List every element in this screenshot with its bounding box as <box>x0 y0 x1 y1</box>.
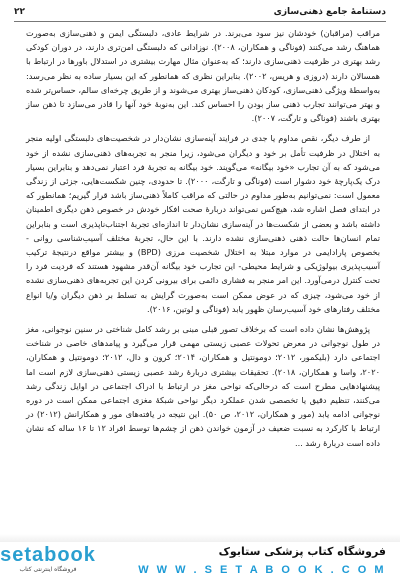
logo-wordmark: setabook <box>0 544 96 566</box>
setabook-logo <box>0 544 96 582</box>
paragraph-3: پژوهش‌ها نشان داده است که برخلاف تصور قبلی مبنی بر رشد کامل شناختی در سنین نوجوانی، مغز در طول نوجوانی در معرض تحولات عصبی زیستی مهمی قرار می‌گیرد و پیامدهای خاصی در شناخت اجتماعی دارد (بلیکمور، ۲۰۱۲؛ دومونتیل و همکاران، ۲۰۱۴؛ کرون و دال، ۲۰۱۲؛ دومونتیل و همکاران، ۲۰۲۰، واسا و همکاران، ۲۰۱۸). تحقیقات بیشتری دربارهٔ رشد عصبی زیستی ذهنی‌سازی لازم است اما پیشنهادهایی مطرح است که درحالی‌که نواحی مغز در ارتباط با ادراک اجتماعی در اوایل زندگی رشد می‌کنند، تنظیم دقیق یا تخصصی شدن عملکرد دیگر نواحی شبکهٔ مغزی اجتماعی ممکن است در دوره نوجوانی ادامه یابد (مور و همکاران، ۲۰۱۲، ص ۵۰). این نتیجه در یافته‌های مور و همکارانش (۲۰۱۲) در ارتباط با کارکرد به نسبت ضعیف در آزمون خواندن ذهن از چشم‌ها توسط افراد ۱۲ تا ۱۶ ساله که نشان داده است دربارهٔ رشد ... <box>26 324 380 448</box>
footer-fade <box>0 534 400 542</box>
running-header <box>14 4 386 20</box>
paragraph-2: از طرف دیگر، نقص مداوم یا جدی در فرایند آینه‌سازی نشان‌دار در شخصیت‌های دلبستگی اولیه منجر به اختلال در ظرفیت تأمل بر خود و دیگران می‌شود، زیرا منجر به تجربه‌های ذهنی‌سازی نشده از خود می‌شود که به آن تجارب «خود بیگانه» می‌گویند. خود بیگانه به تجربهٔ فرد اعتبار نمی‌دهد و بنابراین بسیار درک یک‌پارچهٔ خود دشوار است (فوناگی و تارگت، ۲۰۰۰). تا حدودی، چنین شکست‌هایی، جزئی از زندگی معمول است: نمی‌توانیم به‌طور مداوم در حالتی که مراقب کاملاً ذهنی‌ساز باشد قرار گیریم؛ همانطور که در ابتدای فصل اشاره شد، هیچ‌کس نمی‌تواند دربارهٔ صحت افکار خودش در خصوص ذهن دیگری اطمینان داشته باشد و بعضی از شکست‌ها در آینه‌سازی نشان‌دار تا اندازه‌ای تجربهٔ اجتناب‌ناپذیری است و بنابراین تمام انسان‌ها حالت ذهنی ذهنی‌سازی نشده دارند. با این حال، تجربهٔ مختلف آسیب‌شناسی روانی - بخصوص پارادایمی در موارد مبتلا به اختلال شخصیت مرزی (BPD) و بیشتر مواقع درنتیجهٔ ترکیب آسیب‌پذیری بیولوژیکی و شرایط محیطی- این تجارب خود بیگانه آن‌قدر مشهود هستند که فردیت فرد را تحت کنترل درمی‌آورد. این امر منجر به فشاری دائمی برای بیرونی کردن این تجربه‌های ذهنی‌سازی نشده از خود می‌شود، چیزی که در عوض ممکن است به‌صورت گرایش به تسلط بر ذهن دیگران و/یا انواع مختلف رفتارهای خود آسیب‌رسان ظهور یابد (فوناگی و لوتین، ۲۰۱۶). <box>26 133 380 314</box>
page-number: ۲۲ <box>14 7 25 17</box>
shop-url: W W W . S E T A B O O K . C O M <box>138 564 386 576</box>
paragraph-1: مراقب (مراقبان) خودشان نیز سود می‌برند. در شرایط عادی، دلبستگی ایمن و ذهنی‌سازی به‌صورت هماهنگ رشد می‌کنند (فوناگی و همکاران، ۲۰۰۸). نوزادانی که دلبستگی امن‌تری دارند، در دوران کودکی رشد بهتری در ظرفیت ذهنی‌سازی دارند؛ که به‌عنوان مثال مهارت بیشتری در استدلال باورها در ارتباط با همسالان دارند (دروزی و هریس، ۲۰۰۲). بنابراین نظری که همانطور که این بسیار ساده به نظر می‌رسد: به‌واسطهٔ ویژگی ذهنی‌سازی، کودکان ذهنی‌ساز بهتری می‌شوند و از طریق چرخه‌ای سالم، حساس‌تر شده و بهتر می‌توانند تجارب ذهنی ساز بودن را احساس کند. این به‌نوبهٔ خود آنها را قادر می‌سازد تا ذهن ساز بهتری باشند (فوناگی و تارگت، ۲۰۰۷). <box>26 28 380 124</box>
shop-title: فروشگاه کتاب پزشکی ستابوک <box>218 545 386 558</box>
header-divider <box>14 21 386 22</box>
body-text <box>26 26 380 456</box>
book-title: دستنامهٔ جامع ذهنی‌سازی <box>273 7 386 17</box>
watermark-footer <box>0 534 400 586</box>
logo-subtitle: فروشگاه اینترنتی کتاب <box>19 566 77 573</box>
